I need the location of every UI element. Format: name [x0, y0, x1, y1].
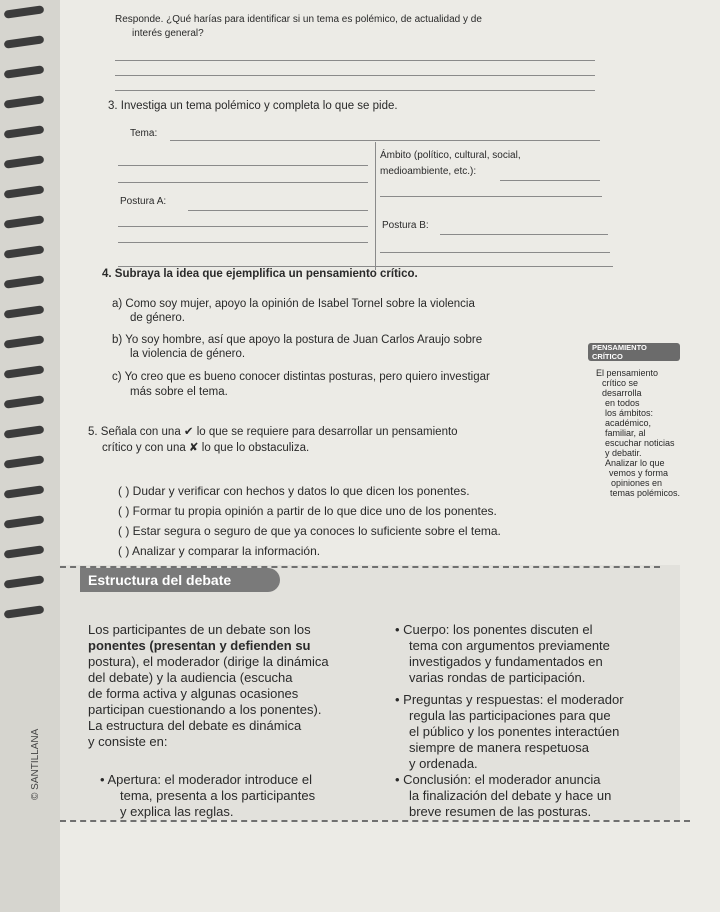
- q5-prompt: 5. Señala con una ✔ lo que se requiere para desarrollar un pensamiento: [88, 426, 458, 438]
- postura-a-label: Postura A:: [120, 196, 167, 207]
- sidebar-line: los ámbitos:: [605, 408, 654, 418]
- section-title: Estructura del debate: [80, 568, 280, 592]
- sidebar-line: temas polémicos.: [610, 488, 681, 498]
- cuerpo-text-cont: varias rondas de participación.: [409, 670, 586, 685]
- checklist-item[interactable]: ( ) Formar tu propia opinión a partir de lo que dice uno de los ponentes.: [118, 504, 497, 518]
- checklist-item[interactable]: ( ) Estar segura o seguro de que ya conoces lo suficiente sobre el tema.: [118, 524, 501, 538]
- sidebar-line: opiniones en: [611, 478, 663, 488]
- sidebar-line: y debatir.: [605, 448, 642, 458]
- option-b[interactable]: b) Yo soy hombre, así que apoyo la postura de Juan Carlos Araujo sobre: [112, 334, 483, 346]
- dashed-divider: [60, 820, 690, 822]
- intro-line: La estructura del debate es dinámica: [88, 718, 302, 733]
- sidebar-line: Analizar lo que: [605, 458, 665, 468]
- intro-line: del debate) y la audiencia (escucha: [88, 670, 293, 685]
- table-bottom: [118, 266, 613, 267]
- q2-prompt: Responde. ¿Qué harías para identificar si un tema es polémico, de actualidad y de: [115, 14, 482, 25]
- preguntas-text: • Preguntas y respuestas: el moderador: [395, 692, 624, 707]
- cuerpo-text-cont: investigados y fundamentados en: [409, 654, 603, 669]
- sidebar-line: familiar, al: [605, 428, 646, 438]
- cuerpo-text: • Cuerpo: los ponentes discuten el: [395, 622, 593, 637]
- option-b-cont: la violencia de género.: [130, 348, 246, 360]
- answer-line[interactable]: [380, 196, 602, 197]
- intro-line: ponentes (presentan y defienden su: [88, 638, 311, 653]
- preguntas-text-cont: y ordenada.: [409, 756, 478, 771]
- cuerpo-text-cont: tema con argumentos previamente: [409, 638, 610, 653]
- checklist-item[interactable]: ( ) Analizar y comparar la información.: [118, 544, 321, 558]
- conclusion-text-cont: breve resumen de las posturas.: [409, 804, 592, 819]
- tema-label: Tema:: [130, 128, 158, 139]
- sidebar-line: crítico se: [602, 378, 639, 388]
- option-a[interactable]: a) Como soy mujer, apoyo la opinión de Isabel Tornel sobre la violencia: [112, 298, 475, 310]
- checklist-item[interactable]: ( ) Dudar y verificar con hechos y datos lo que dicen los ponentes.: [118, 484, 470, 498]
- q5-prompt-cont: crítico y con una ✘ lo que lo obstaculiza.: [102, 442, 310, 454]
- answer-line[interactable]: [115, 90, 595, 91]
- conclusion-text: • Conclusión: el moderador anuncia: [395, 772, 601, 787]
- preguntas-text-cont: el público y los ponentes interactúen: [409, 724, 620, 739]
- postura-a-field[interactable]: [188, 210, 368, 211]
- intro-line: y consiste en:: [88, 734, 168, 749]
- postura-b-field[interactable]: [440, 234, 608, 235]
- answer-line[interactable]: [118, 165, 368, 166]
- apertura-text-cont: y explica las reglas.: [120, 804, 234, 819]
- sidebar-line: vemos y forma: [609, 468, 669, 478]
- answer-line[interactable]: [118, 226, 368, 227]
- q3-prompt: 3. Investiga un tema polémico y completa lo que se pide.: [108, 100, 398, 112]
- sidebar-line: en todos: [605, 398, 640, 408]
- answer-line[interactable]: [115, 60, 595, 61]
- option-a-cont: de género.: [130, 312, 185, 324]
- sidebar-line: El pensamiento: [596, 368, 659, 378]
- intro-line: Los participantes de un debate son los: [88, 622, 311, 637]
- postura-b-label: Postura B:: [382, 220, 429, 231]
- critical-thinking-badge: PENSAMIENTO CRÍTICO: [588, 343, 680, 361]
- answer-line[interactable]: [118, 182, 368, 183]
- ambito-field[interactable]: [500, 180, 600, 181]
- tema-field[interactable]: [170, 140, 600, 141]
- apertura-text: • Apertura: el moderador introduce el: [100, 772, 312, 787]
- intro-line: postura), el moderador (dirige la dinámica: [88, 654, 329, 669]
- sidebar-line: académico,: [605, 418, 652, 428]
- option-c-cont: más sobre el tema.: [130, 386, 228, 398]
- apertura-text-cont: tema, presenta a los participantes: [120, 788, 316, 803]
- divider: [375, 142, 376, 270]
- answer-line[interactable]: [380, 252, 610, 253]
- preguntas-text-cont: siempre de manera respetuosa: [409, 740, 589, 755]
- sidebar-line: desarrolla: [602, 388, 642, 398]
- preguntas-text-cont: regula las participaciones para que: [409, 708, 611, 723]
- conclusion-text-cont: la finalización del debate y hace un: [409, 788, 612, 803]
- intro-line: de forma activa y algunas ocasiones: [88, 686, 299, 701]
- q4-prompt: 4. Subraya la idea que ejemplifica un pensamiento crítico.: [102, 268, 418, 280]
- sidebar-line: escuchar noticias: [605, 438, 675, 448]
- ambito-label-cont: medioambiente, etc.):: [380, 166, 477, 177]
- q2-prompt-cont: interés general?: [132, 28, 204, 39]
- option-c[interactable]: c) Yo creo que es bueno conocer distintas posturas, pero quiero investigar: [112, 371, 490, 383]
- answer-line[interactable]: [115, 75, 595, 76]
- intro-line: participan cuestionando a los ponentes).: [88, 702, 322, 717]
- answer-line[interactable]: [118, 242, 368, 243]
- ambito-label: Ámbito (político, cultural, social,: [380, 150, 521, 161]
- publisher-logo: © SANTILLANA: [30, 728, 41, 800]
